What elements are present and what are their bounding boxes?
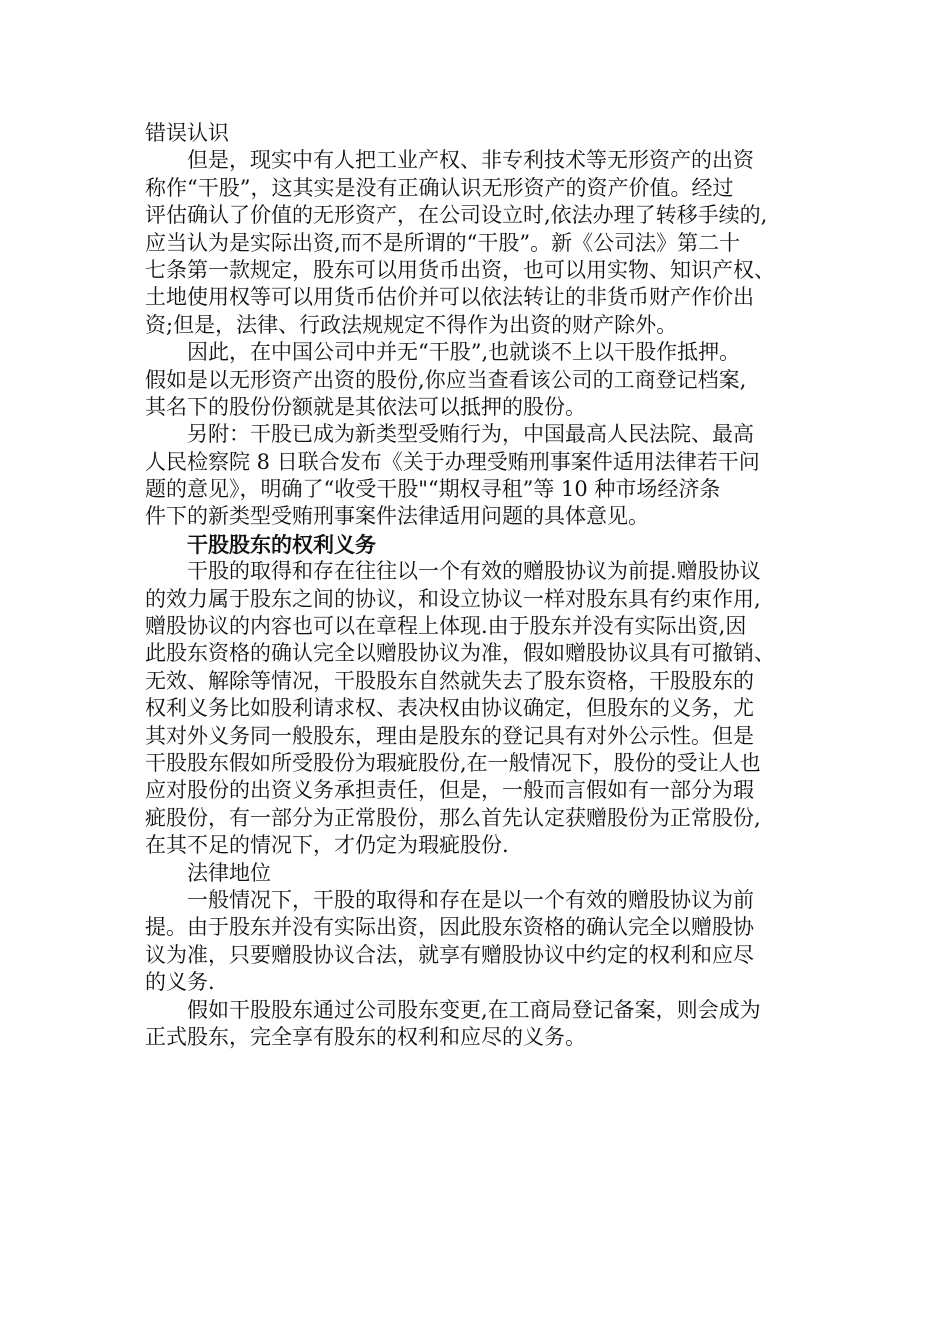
text-line: 假如干股股东通过公司股东变更,在工商局登记备案，则会成为 — [187, 997, 761, 1022]
text-line: 权利义务比如股利请求权、表决权由协议确定，但股东的义务，尤 — [145, 696, 754, 721]
text-line: 评估确认了价值的无形资产，在公司设立时,依法办理了转移手续的, — [145, 203, 768, 228]
text-line: 错误认识 — [145, 121, 229, 145]
text-line: 的义务. — [145, 970, 215, 995]
text-line: 一般情况下，干股的取得和存在是以一个有效的赠股协议为前 — [187, 887, 754, 912]
text-line: 干股股东假如所受股份为瑕疵股份,在一般情况下，股份的受让人也 — [145, 750, 761, 775]
text-line: 此股东资格的确认完全以赠股协议为准，假如赠股协议具有可撤销、 — [145, 641, 775, 666]
text-line: 无效、解除等情况，干股股东自然就失去了股东资格，干股股东的 — [145, 668, 754, 693]
text-line: 正式股东，完全享有股东的权利和应尽的义务。 — [145, 1024, 586, 1049]
text-line: 称作“干股”，这其实是没有正确认识无形资产的资产价值。经过 — [145, 175, 734, 200]
text-line: 其名下的股份份额就是其依法可以抵押的股份。 — [145, 394, 586, 419]
text-line: 提。由于股东并没有实际出资，因此股东资格的确认完全以赠股协 — [145, 915, 754, 940]
text-line: 干股的取得和存在往往以一个有效的赠股协议为前提.赠股协议 — [187, 559, 761, 584]
text-line: 假如是以无形资产出资的股份,你应当查看该公司的工商登记档案, — [145, 367, 747, 392]
text-line: 题的意见》，明确了“收受干股"“期权寻租”等 10 种市场经济条 — [145, 477, 721, 502]
text-line: 人民检察院 8 日联合发布《关于办理受贿刑事案件适用法律若干问 — [145, 449, 760, 474]
document-body — [145, 120, 810, 1051]
text-line: 另附：干股已成为新类型受贿行为，中国最高人民法院、最高 — [187, 422, 754, 447]
text-line: 因此，在中国公司中并无“干股”,也就谈不上以干股作抵押。 — [187, 340, 741, 365]
text-line: 赠股协议的内容也可以在章程上体现.由于股东并没有实际出资,因 — [145, 614, 747, 639]
text-line: 件下的新类型受贿刑事案件法律适用问题的具体意见。 — [145, 504, 649, 529]
text-line: 七条第一款规定，股东可以用货币出资，也可以用实物、知识产权、 — [145, 257, 775, 282]
text-line: 应当认为是实际出资,而不是所谓的“干股”。新《公司法》第二十 — [145, 230, 741, 255]
text-line: 法律地位 — [187, 860, 271, 885]
text-line: 应对股份的出资义务承担责任，但是，一般而言假如有一部分为瑕 — [145, 778, 754, 803]
text-line: 其对外义务同一般股东，理由是股东的登记具有对外公示性。但是 — [145, 723, 754, 748]
text-line: 但是，现实中有人把工业产权、非专利技术等无形资产的出资 — [187, 148, 754, 173]
text-line: 资;但是，法律、行政法规规定不得作为出资的财产除外。 — [145, 312, 678, 337]
text-line: 的效力属于股东之间的协议，和设立协议一样对股东具有约束作用, — [145, 586, 761, 611]
text-line: 议为准，只要赠股协议合法，就享有赠股协议中约定的权利和应尽 — [145, 942, 754, 967]
text-line: 土地使用权等可以用货币估价并可以依法转让的非货币财产作价出 — [145, 285, 754, 310]
text-line: 在其不足的情况下，才仍定为瑕疵股份. — [145, 833, 509, 858]
section-heading: 干股股东的权利义务 — [187, 531, 376, 557]
text-line: 疵股份，有一部分为正常股份，那么首先认定获赠股份为正常股份, — [145, 805, 761, 830]
